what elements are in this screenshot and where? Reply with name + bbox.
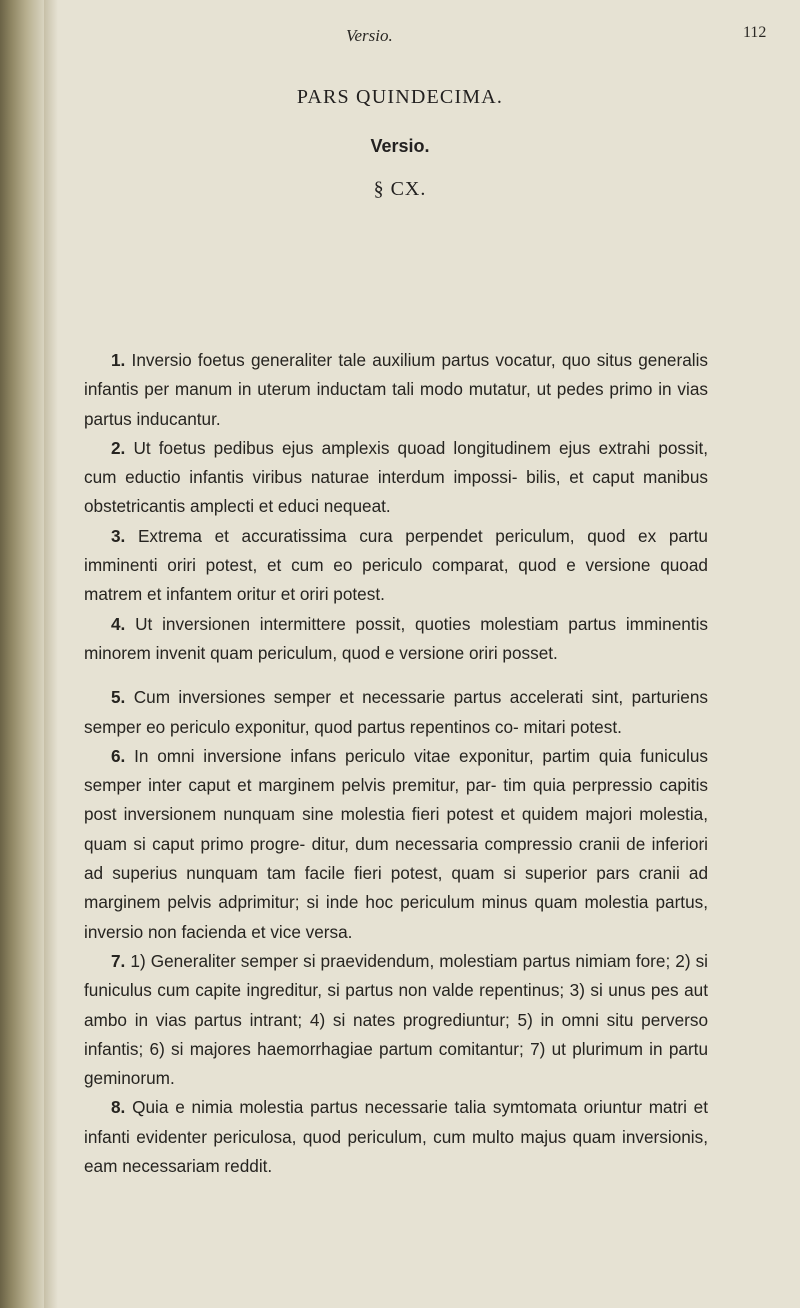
paragraph-number: 5. bbox=[111, 687, 126, 708]
paragraph-number: 3. bbox=[111, 525, 126, 546]
page-number: 112 bbox=[743, 24, 767, 41]
paragraph-text: In omni inversione infans periculo vitae exponitur, partim quia funiculus semper inter caput et marginem pelvis premitur, par- tim quia perpressio capitis post inversionem nunquam sine molestia fieri potest et quidem majori molestia, quam si caput primo progre- ditur, dum necessaria compressio cranii de inferiori ad superius nunquam tam facile fieri potest, quam si superior pars cranii ad marginem pelvis adprimitur; si inde hoc periculum minus quam molestia partus, inversio non facienda et vice versa. bbox=[84, 745, 708, 942]
paragraph-2 bbox=[84, 434, 708, 522]
paragraph-8 bbox=[84, 1093, 708, 1181]
paragraph-text: Ut foetus pedibus ejus amplexis quoad longitudinem ejus extrahi possit, cum eductio infantis viribus naturae interdum impossi- bilis, et caput manibus obstetricantis amplecti et educi nequeat. bbox=[84, 437, 708, 517]
paragraph-text: Quia e nimia molestia partus necessarie talia symtomata oriuntur matri et infanti evidenter periculosa, quod periculum, cum multo majus quam inversionis, eam necessariam reddit. bbox=[84, 1097, 708, 1177]
paragraph-1 bbox=[84, 346, 708, 434]
paragraph-number: 4. bbox=[111, 613, 126, 634]
paragraph-6 bbox=[84, 742, 708, 947]
body-text bbox=[84, 346, 708, 1181]
paragraph-text: Extrema et accuratissima cura perpendet periculum, quod ex partu imminenti oriri potest, et cum eo periculo comparat, quod e versione quoad matrem et infantem oritur et oriri potest. bbox=[84, 525, 708, 605]
paragraph-7 bbox=[84, 947, 708, 1093]
part-title: PARS QUINDECIMA. bbox=[296, 86, 504, 108]
paragraph-text: Ut inversionen intermittere possit, quoties molestiam partus imminentis minorem invenit quam periculum, quod e versione oriri posset. bbox=[84, 613, 708, 663]
section-heading: § CX. bbox=[373, 178, 427, 200]
paragraph-3 bbox=[84, 522, 708, 610]
paragraph-number: 6. bbox=[111, 745, 126, 766]
running-head: Versio. bbox=[346, 26, 393, 45]
paragraph-5 bbox=[84, 683, 708, 742]
paragraph-number: 2. bbox=[111, 437, 126, 458]
paragraph-text: 1) Generaliter semper si praevidendum, molestiam partus nimiam fore; 2) si funiculus cum capite ingreditur, si partus non valde repentinus; 3) si unus pes aut ambo in vias partus intrant; 4) si nates progrediuntur; 5) in omni situ perverso infantis; 6) si majores haemorrhagiae partum comitantur; 7) ut plurimum in partu geminorum. bbox=[84, 950, 709, 1089]
paragraph-number: 8. bbox=[111, 1097, 126, 1118]
paragraph-number: 1. bbox=[111, 350, 126, 370]
paragraph-text: Inversio foetus generaliter tale auxilium partus vocatur, quo situs generalis infantis per manum in uterum inductam tali modo mutatur, ut pedes primo in vias partus inducantur. bbox=[84, 350, 709, 429]
version-title: Versio. bbox=[370, 136, 430, 156]
paragraph-number: 7. bbox=[111, 950, 126, 971]
paragraph-4 bbox=[84, 610, 708, 669]
paragraph-text: Cum inversiones semper et necessarie partus accelerati sint, parturiens semper eo periculo exponitur, quod partus repentinos co- mitari potest. bbox=[84, 687, 709, 737]
